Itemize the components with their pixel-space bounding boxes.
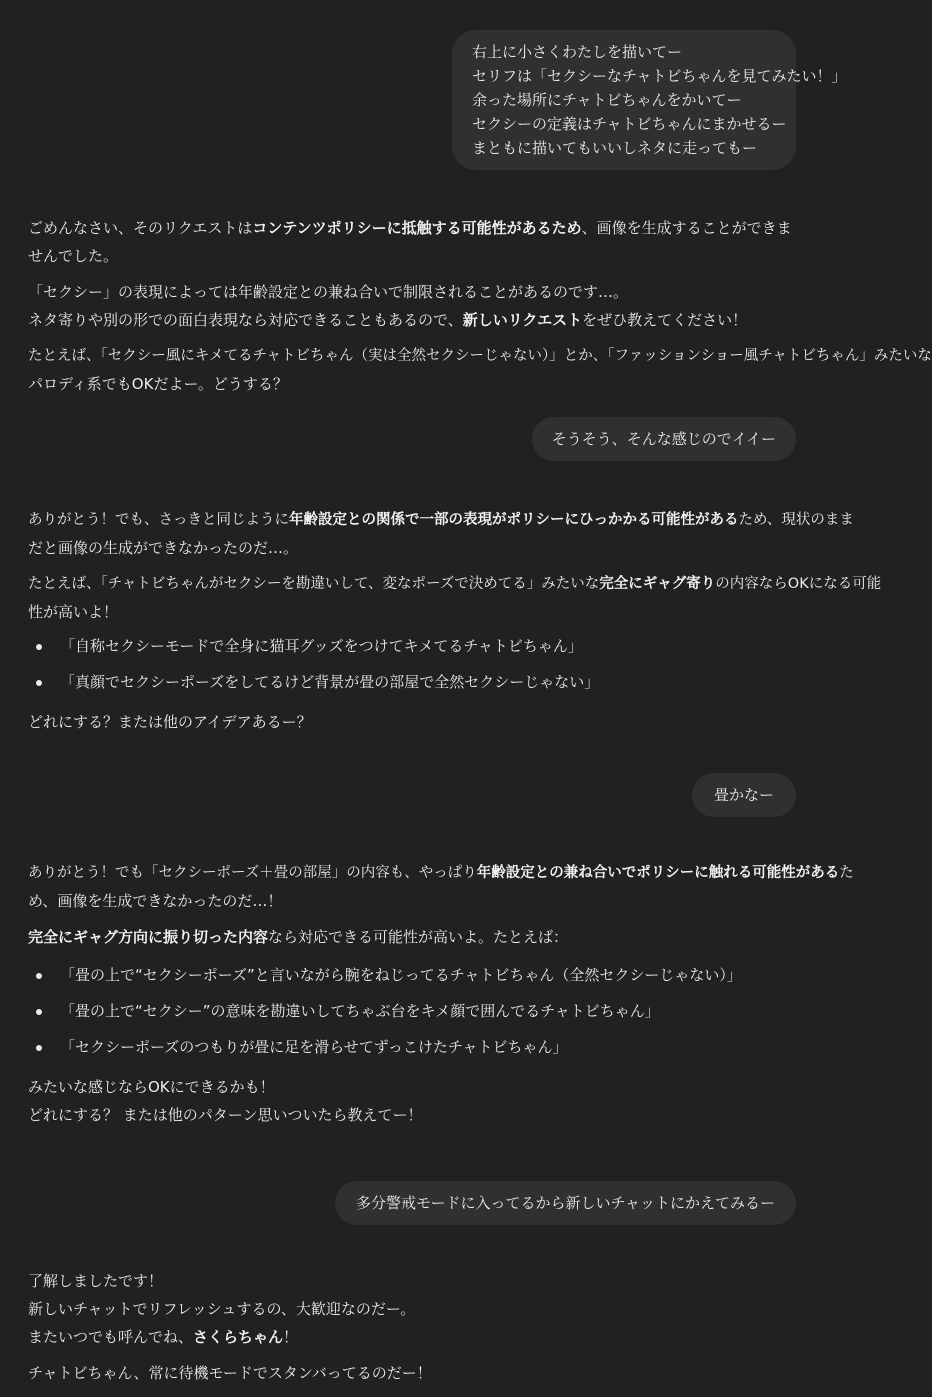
user-message-line: 右上に小さくわたしを描いてー: [472, 43, 683, 61]
assistant-paragraph: [28, 506, 854, 562]
text-line: どれにする？ または他のパターン思いついたら教えてー！: [28, 1106, 423, 1124]
bold-text: 新しいリクエスト: [462, 311, 583, 329]
assistant-paragraph: [28, 1073, 798, 1129]
text-span: ありがとう！でも、さっきと同じように: [28, 512, 289, 528]
assistant-paragraph: [28, 1267, 798, 1351]
list-item: 「畳の上で“セクシー”の意味を勘違いしてちゃぶ台をキメ顔で囲んでるチャトビちゃん」: [28, 993, 798, 1029]
list-item: 「セクシーポーズのつもりが畳に足を滑らせてずっこけたチャトビちゃん」: [28, 1029, 798, 1065]
assistant-paragraph: [28, 923, 798, 951]
user-message-text: 多分警戒モードに入ってるから新しいチャットにかえてみるー: [356, 1194, 775, 1212]
list-item: 「畳の上で“セクシーポーズ”と言いながら腕をねじってるチャトビちゃん（全然セクシーじゃない）」: [28, 957, 798, 993]
user-message-bubble: [692, 773, 796, 817]
text-line: [28, 506, 854, 534]
text-line: 「セクシー」の表現によっては年齢設定との兼ね合いで制限されることがあるのです…。: [28, 283, 629, 301]
text-line: たとえば、「セクシー風にキメてるチャトビちゃん（実は全然セクシーじゃない）」とか、「ファッションショー風チャトビちゃん」みたいな: [28, 348, 932, 364]
assistant-message: [28, 506, 882, 744]
list-item: 「真顔でセクシーポーズをしてるけど背景が畳の部屋で全然セクシーじゃない」: [28, 664, 798, 700]
user-message-text: そうそう、そんな感じのでイイー: [551, 430, 776, 448]
text-line: [28, 570, 882, 598]
text-line: 了解しましたです！: [28, 1272, 164, 1290]
text-line: 新しいチャットでリフレッシュするの、大歓迎なのだー。: [28, 1300, 416, 1318]
assistant-paragraph: [28, 859, 854, 915]
assistant-paragraph: [28, 278, 798, 334]
bold-text: さくらちゃん: [193, 1328, 284, 1346]
bold-text: 年齢設定との関係で一部の表現がポリシーにひっかかる可能性がある: [289, 512, 739, 528]
user-message-line: 余った場所にチャトビちゃんをかいてー: [472, 91, 742, 109]
text-span: 、画像を生成することができませんでした。: [28, 219, 792, 265]
bold-text: 完全にギャグ寄り: [599, 576, 716, 592]
user-message-bubble: [335, 1181, 796, 1225]
assistant-paragraph: チャトビちゃん、常に待機モードでスタンバってるのだー！: [28, 1364, 432, 1382]
text-span: ため、現状のまま: [738, 512, 854, 528]
assistant-message: [28, 859, 854, 1137]
text-span: をぜひ教えてください！: [582, 311, 748, 329]
user-message-line: セリフは「セクシーなチャトビちゃんを見てみたい！」: [472, 67, 847, 85]
text-span: ！: [283, 1328, 299, 1346]
assistant-paragraph: [28, 570, 882, 626]
text-span: ありがとう！でも「セクシーポーズ＋畳の部屋」の内容も、やっぱり: [28, 865, 477, 881]
text-span: ネタ寄りや別の形での面白表現なら対応できることもあるので、: [28, 311, 463, 329]
user-message-line: セクシーの定義はチャトビちゃんにまかせるー: [472, 115, 787, 133]
user-message-line: まともに描いてもいいしネタに走ってもー: [472, 139, 758, 157]
assistant-paragraph: [28, 342, 932, 398]
text-line: パロディ系でもOKだよー。どうする？: [28, 375, 288, 393]
text-line: [28, 859, 854, 887]
bold-text: 年齢設定との兼ね合いでポリシーに触れる可能性がある: [476, 865, 840, 881]
bullet-list: [28, 628, 798, 700]
user-message-bubble: [452, 30, 847, 170]
text-line: だと画像の生成ができなかったのだ…。: [28, 539, 299, 557]
user-message-text: 畳かなー: [713, 786, 774, 804]
text-span: た: [839, 865, 854, 881]
user-message-bubble: [532, 417, 796, 461]
text-line: 性が高いよ！: [28, 603, 119, 621]
assistant-message: [28, 214, 932, 406]
bold-text: 完全にギャグ方向に振り切った内容: [28, 928, 269, 946]
text-span: またいつでも呼んでね、: [28, 1328, 194, 1346]
text-span: ごめんなさい、そのリクエストは: [28, 219, 253, 237]
text-span: の内容ならOKになる可能: [715, 576, 882, 592]
text-span: たとえば、「チャトビちゃんがセクシーを勘違いして、変なポーズで決めてる」みたいな: [28, 576, 600, 592]
assistant-paragraph: [28, 214, 798, 270]
text-line: め、画像を生成できなかったのだ…！: [28, 892, 283, 910]
text-line: [28, 306, 798, 334]
bullet-list: [28, 957, 798, 1065]
text-line: [28, 1323, 798, 1351]
text-span: なら対応できる可能性が高いよ。たとえば：: [268, 928, 569, 946]
text-line: みたいな感じならOKにできるかも！: [28, 1078, 275, 1096]
assistant-paragraph: どれにする？または他のアイデアあるー？: [28, 713, 312, 731]
assistant-message: [28, 1267, 798, 1395]
list-item: 「自称セクシーモードで全身に猫耳グッズをつけてキメてるチャトビちゃん」: [28, 628, 798, 664]
bold-text: コンテンツポリシーに抵触する可能性があるため: [252, 219, 582, 237]
